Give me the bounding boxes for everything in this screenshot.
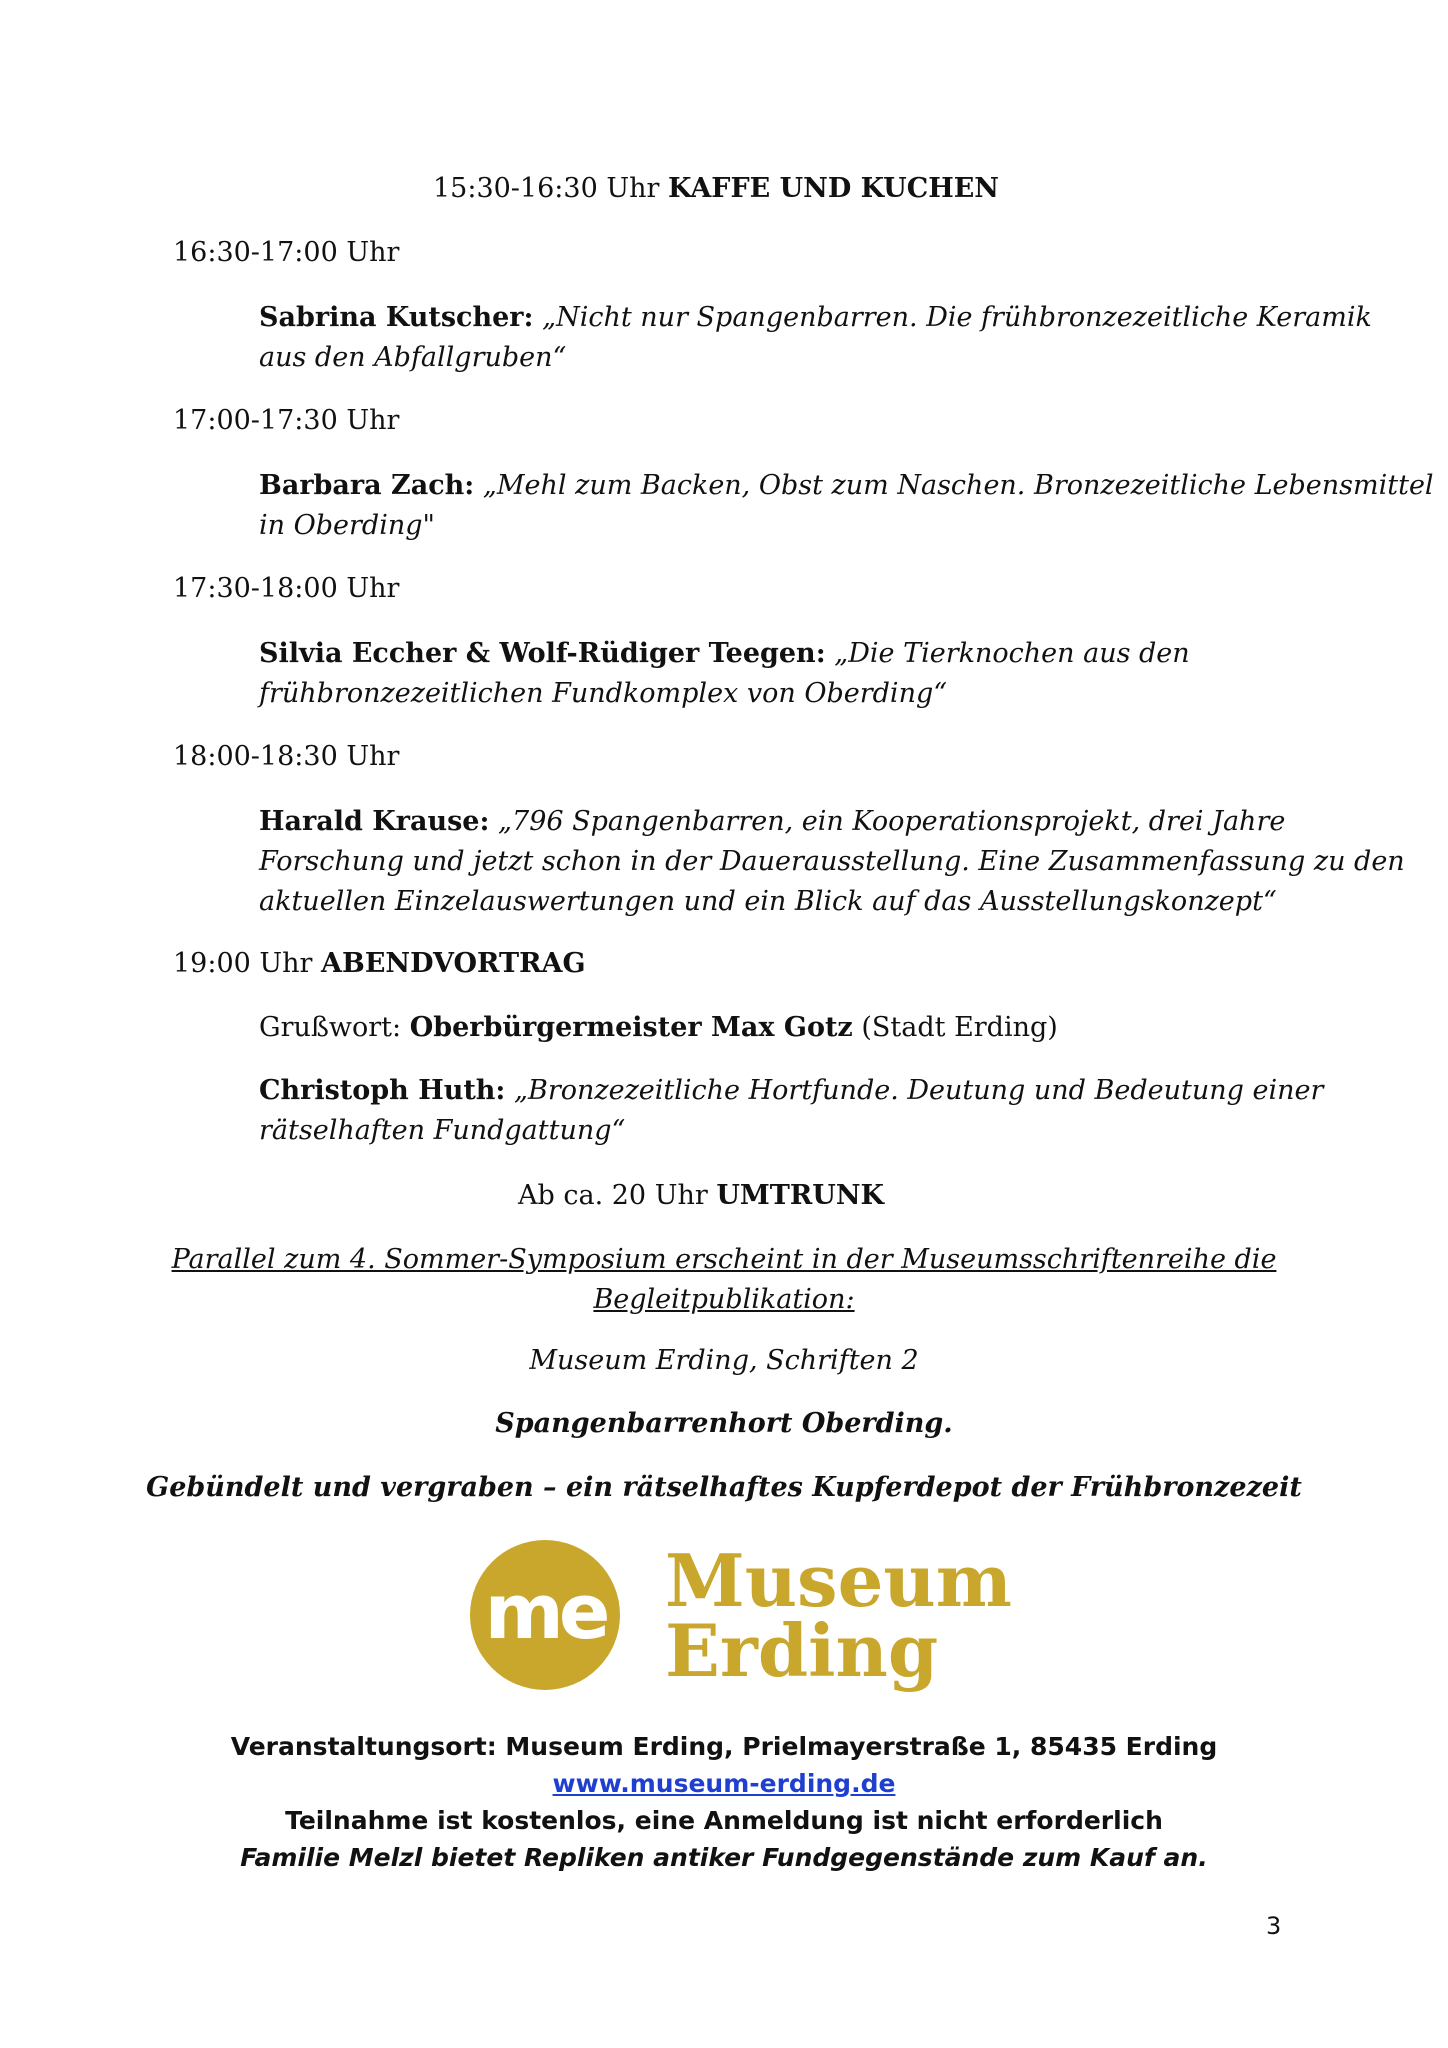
admission: Teilnahme ist kostenlos, eine Anmeldung ist nicht erforderlich <box>285 1806 1163 1835</box>
talk-speaker: Harald Krause: <box>259 806 490 837</box>
evening-heading <box>173 948 586 979</box>
drinks-label: UMTRUNK <box>716 1180 884 1211</box>
publication-subtitle: Gebündelt und vergraben – ein rätselhaftes Kupferdepot der Frühbronzezeit <box>146 1472 1302 1503</box>
talk-entry <box>259 1071 1323 1151</box>
greeting-prefix: Grußwort: <box>259 1012 402 1043</box>
talk-title-line: „Die Tierknochen aus den <box>834 638 1190 669</box>
publication-intro-line: Parallel zum 4. Sommer-Symposium erscheint in der Museumsschriftenreihe die <box>171 1244 1277 1275</box>
talk-title-line: „Nicht nur Spangenbarren. Die frühbronzezeitliche Keramik <box>542 302 1372 333</box>
slot-time: 17:00-17:30 Uhr <box>173 405 400 436</box>
logo-word-museum: Museum <box>665 1538 1012 1623</box>
slot-time: 16:30-17:00 Uhr <box>173 237 400 268</box>
talk-speaker: Sabrina Kutscher: <box>259 302 534 333</box>
talk-title-line: aktuellen Einzelauswertungen und ein Blick auf das Ausstellungskonzept“ <box>259 886 1277 917</box>
talk-title-line: aus den Abfallgruben“ <box>259 342 567 373</box>
talk-entry <box>259 634 1190 714</box>
talk-speaker: Christoph Huth: <box>259 1075 506 1106</box>
publication-intro-line: Begleitpublikation: <box>593 1284 855 1315</box>
greeting <box>259 1012 1058 1043</box>
page-number: 3 <box>1266 1912 1282 1940</box>
talk-speaker: Barbara Zach: <box>259 470 475 501</box>
footer <box>0 1728 1448 1876</box>
slot-time: 17:30-18:00 Uhr <box>173 573 400 604</box>
evening-label: ABENDVORTRAG <box>321 948 586 979</box>
coffee-break <box>433 173 999 204</box>
publication-series: Museum Erding, Schriften 2 <box>529 1345 919 1376</box>
publication-title: Spangenbarrenhort Oberding. <box>495 1408 953 1439</box>
talk-title-line: Forschung und jetzt schon in der Dauerausstellung. Eine Zusammenfassung zu den <box>259 846 1405 877</box>
venue: Veranstaltungsort: Museum Erding, Prielmayerstraße 1, 85435 Erding <box>230 1732 1218 1761</box>
coffee-time: 15:30-16:30 Uhr <box>433 173 660 204</box>
talk-title-line: „796 Spangenbarren, ein Kooperationsprojekt, drei Jahre <box>498 806 1286 837</box>
talk-speaker: Silvia Eccher & Wolf-Rüdiger Teegen: <box>259 638 826 669</box>
coffee-label: KAFFE UND KUCHEN <box>667 173 999 204</box>
greeting-name: Oberbürgermeister Max Gotz <box>409 1012 853 1043</box>
greeting-suffix: (Stadt Erding) <box>861 1012 1058 1043</box>
talk-title-line: „Mehl zum Backen, Obst zum Naschen. Bronzezeitliche Lebensmittel <box>482 470 1434 501</box>
talk-title-line: rätselhaften Fundgattung“ <box>259 1115 626 1146</box>
drinks <box>518 1180 884 1211</box>
talk-entry <box>259 298 1372 378</box>
drinks-time: Ab ca. 20 Uhr <box>518 1180 708 1211</box>
talk-title-line: „Bronzezeitliche Hortfunde. Deutung und Bedeutung einer <box>514 1075 1324 1106</box>
logo-word-erding: Erding <box>665 1608 939 1693</box>
evening-time: 19:00 Uhr <box>173 948 313 979</box>
talk-entry <box>259 466 1434 546</box>
website-link[interactable]: www.museum-erding.de <box>552 1769 896 1798</box>
talk-title-line: frühbronzezeitlichen Fundkomplex von Oberding“ <box>259 678 948 709</box>
talk-entry <box>259 802 1405 922</box>
slot-time: 18:00-18:30 Uhr <box>173 741 400 772</box>
publication-intro <box>0 1240 1448 1320</box>
logo-mark: me <box>484 1567 606 1656</box>
talk-title-line: in Oberding" <box>259 510 435 541</box>
vendor-note: Familie Melzl bietet Repliken antiker Fundgegenstände zum Kauf an. <box>240 1843 1208 1872</box>
